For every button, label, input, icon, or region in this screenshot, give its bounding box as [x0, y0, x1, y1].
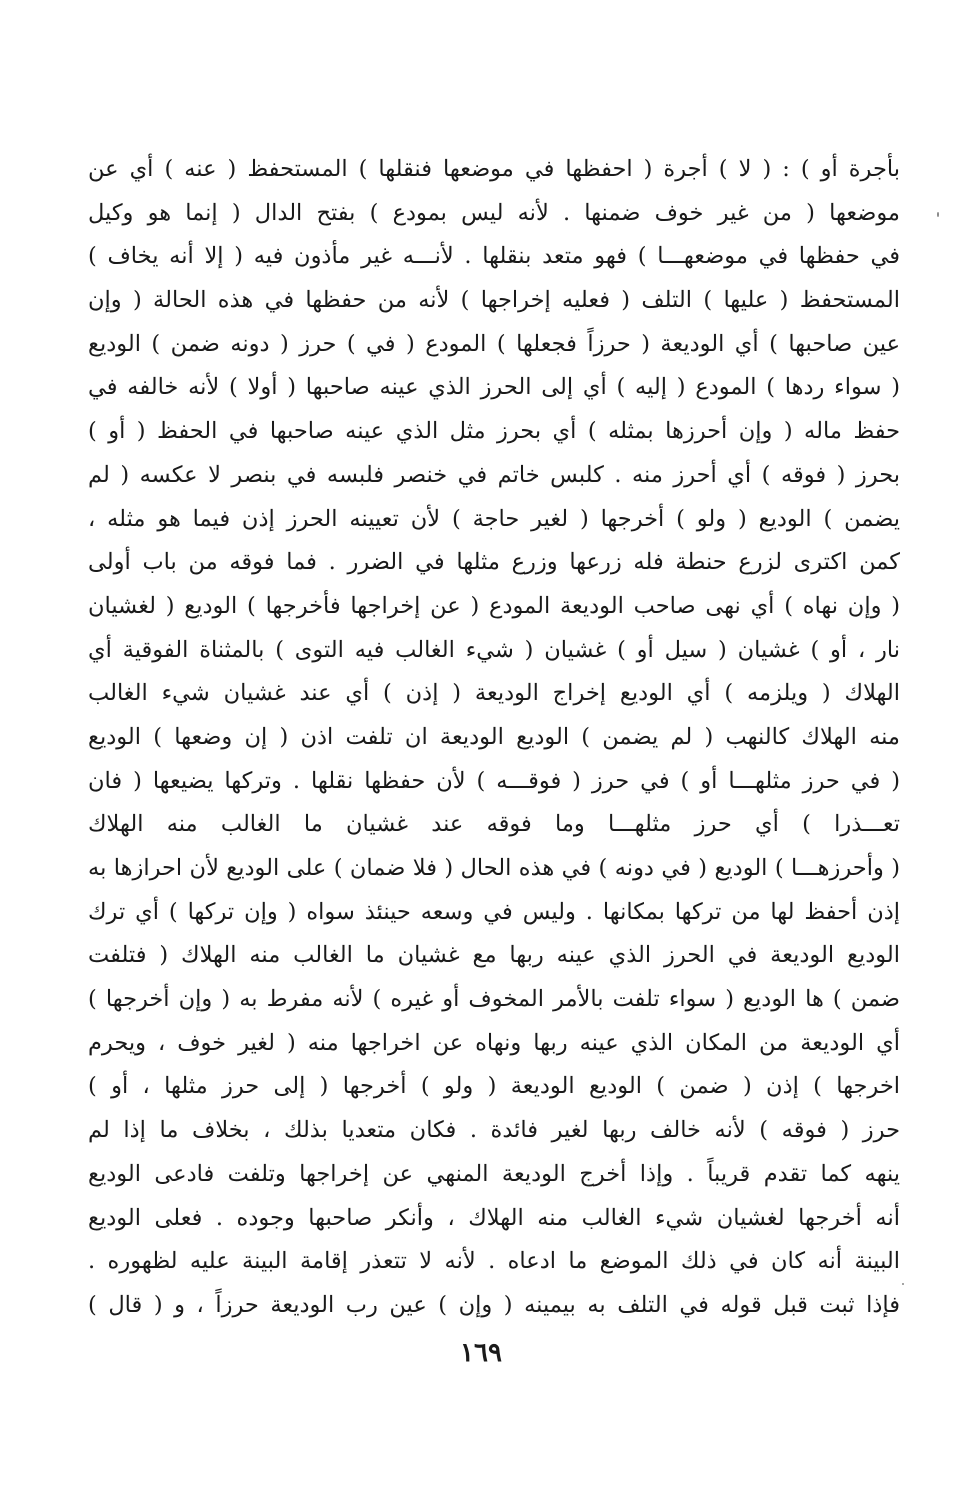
text-line: ( وأحرزهـــا ) الوديع ( في دونه ) في هذه الحال ( فلا ضمان ) على الوديع لأن احرازها به	[88, 855, 900, 881]
text-line: بأجرة أو ) : ( لا ) أجرة ( احفظها في موضعها فنقلها ) المستحفظ ( عنه ) أي عن	[88, 156, 900, 182]
scan-speck	[937, 212, 939, 217]
text-line: حفظ ماله ( وإن أحرزها بمثله ) أي بحرز مثل الذي عينه صاحبها في الحفظ ( أو )	[88, 418, 900, 445]
text-line: فإذا ثبت قبل قوله في التلف به بيمينه ( وإن ) عين رب الوديعة حرزاً ، و ( قال )	[88, 1291, 900, 1318]
text-line: اخرجها ) إذن ( ضمن ) الوديع الوديعة ( ولو ) أخرجها ( إلى حرز مثلها ، أو )	[88, 1073, 900, 1100]
text-line: منه الهلاك كالنهب ( لم يضمن ) الوديع الوديعة ان تلفت اذن ( إن وضعها ) الوديع	[88, 723, 900, 750]
text-line: ( سواء ردها ) المودع ( إليه ) أي إلى الحرز الذي عينه صاحبها ( أولا ) لأنه خالفه في	[88, 374, 900, 401]
text-line: ( وإن نهاه ) أي نهى صاحب الوديعة المودع ( عن إخراجها فأخرجها ) الوديع ( لغشيان	[88, 592, 900, 619]
page-number: ١٦٩	[460, 1338, 502, 1368]
text-line: تعـــذرا ) أي حرز مثلهـــا وما فوقه عند غشيان ما الغالب منه الهلاك	[88, 811, 900, 838]
text-line: عين صاحبها ) أي الوديعة ( حرزاً فجعلها ) المودع ( في ) حرز ( دونه ضمن ) الوديع	[88, 330, 900, 357]
text-line: ( في حرز مثلهـــا أو ) في حرز ( فوقـــه ) لأن حفظها نقلها . وتركها يضيعها ( فان	[88, 767, 900, 794]
text-line: الوديع الوديعة في الحرز الذي عينه ربها مع غشيان ما الغالب منه الهلاك ( فتلفت	[88, 942, 900, 969]
text-line: حرز ( فوقه ) لأنه خالف ربها لغير فائدة . فكان متعديا بذلك ، بخلاف ما إذا لم	[88, 1117, 900, 1144]
text-line: نار ، أو ) غشيان ( سيل أو ) غشيان ( شيء الغالب فيه التوى ) بالمثناة الفوقية أي	[88, 636, 900, 663]
text-line: الهلاك ( ويلزمه ) أي الوديع إخراج الوديعة ( إذن ) أي عند غشيان شيء الغالب	[88, 680, 900, 707]
text-line: المستحفظ ( عليها ) التلف ( فعليه إخراجها ) لأنه من حفظها في هذه الحالة ( وإن	[88, 287, 900, 314]
text-line: يضمن ) الوديع ( ولو ) أخرجها ( لغير حاجة ) لأن تعيينه الحرز إذن فيما هو مثله ،	[88, 505, 900, 532]
text-line: ضمن ) ها الوديع ( سواء تلفت بالأمر المخوف أو غيره ) لأنه مفرط به ( وإن أخرجها )	[88, 986, 900, 1013]
text-line: إذن أحفظ لها من تركها بمكانها . وليس في وسعه حينئذ سواه ( وإن تركها ) أي ترك	[88, 898, 900, 925]
text-line: كمن اكترى لزرع حنطة فله زرعها وزرع مثلها في الضرر . فما فوقه من باب أولى	[88, 549, 900, 576]
scan-speck	[902, 1283, 904, 1285]
text-line: في حفظها في موضعهـــا ) فهو متعد بنقلها . لأنـــه غير مأذون فيه ( إلا أنه يخاف )	[88, 243, 900, 270]
text-line: أي الوديعة من المكان الذي عينه ربها ونهاه عن اخراجها منه ( لغير خوف ، ويحرم	[88, 1029, 900, 1056]
body-text	[88, 148, 900, 1328]
text-line: البينة أنه كان في ذلك الموضع ما ادعاه . لأنه لا تتعذر إقامة البينة عليه لظهوره .	[88, 1248, 900, 1275]
text-line: بحرز ( فوقه ) أي أحرز منه . كلبس خاتم في خنصر فلبسه في بنصر لا عكسه ( لم	[88, 461, 900, 488]
text-line: موضعها ( من غير خوف ضمنها . لأنه ليس بمودع ) بفتح الدال ( إنما هو وكيل	[88, 199, 900, 226]
text-line: أنه أخرجها لغشيان شيء الغالب منه الهلاك ، وأنكر صاحبها وجوده . فعلى الوديع	[88, 1204, 900, 1231]
text-line: ينهه كما تقدم قريباً . وإذا أخرج الوديعة المنهي عن إخراجها وتلفت فادعى الوديع	[88, 1160, 900, 1187]
